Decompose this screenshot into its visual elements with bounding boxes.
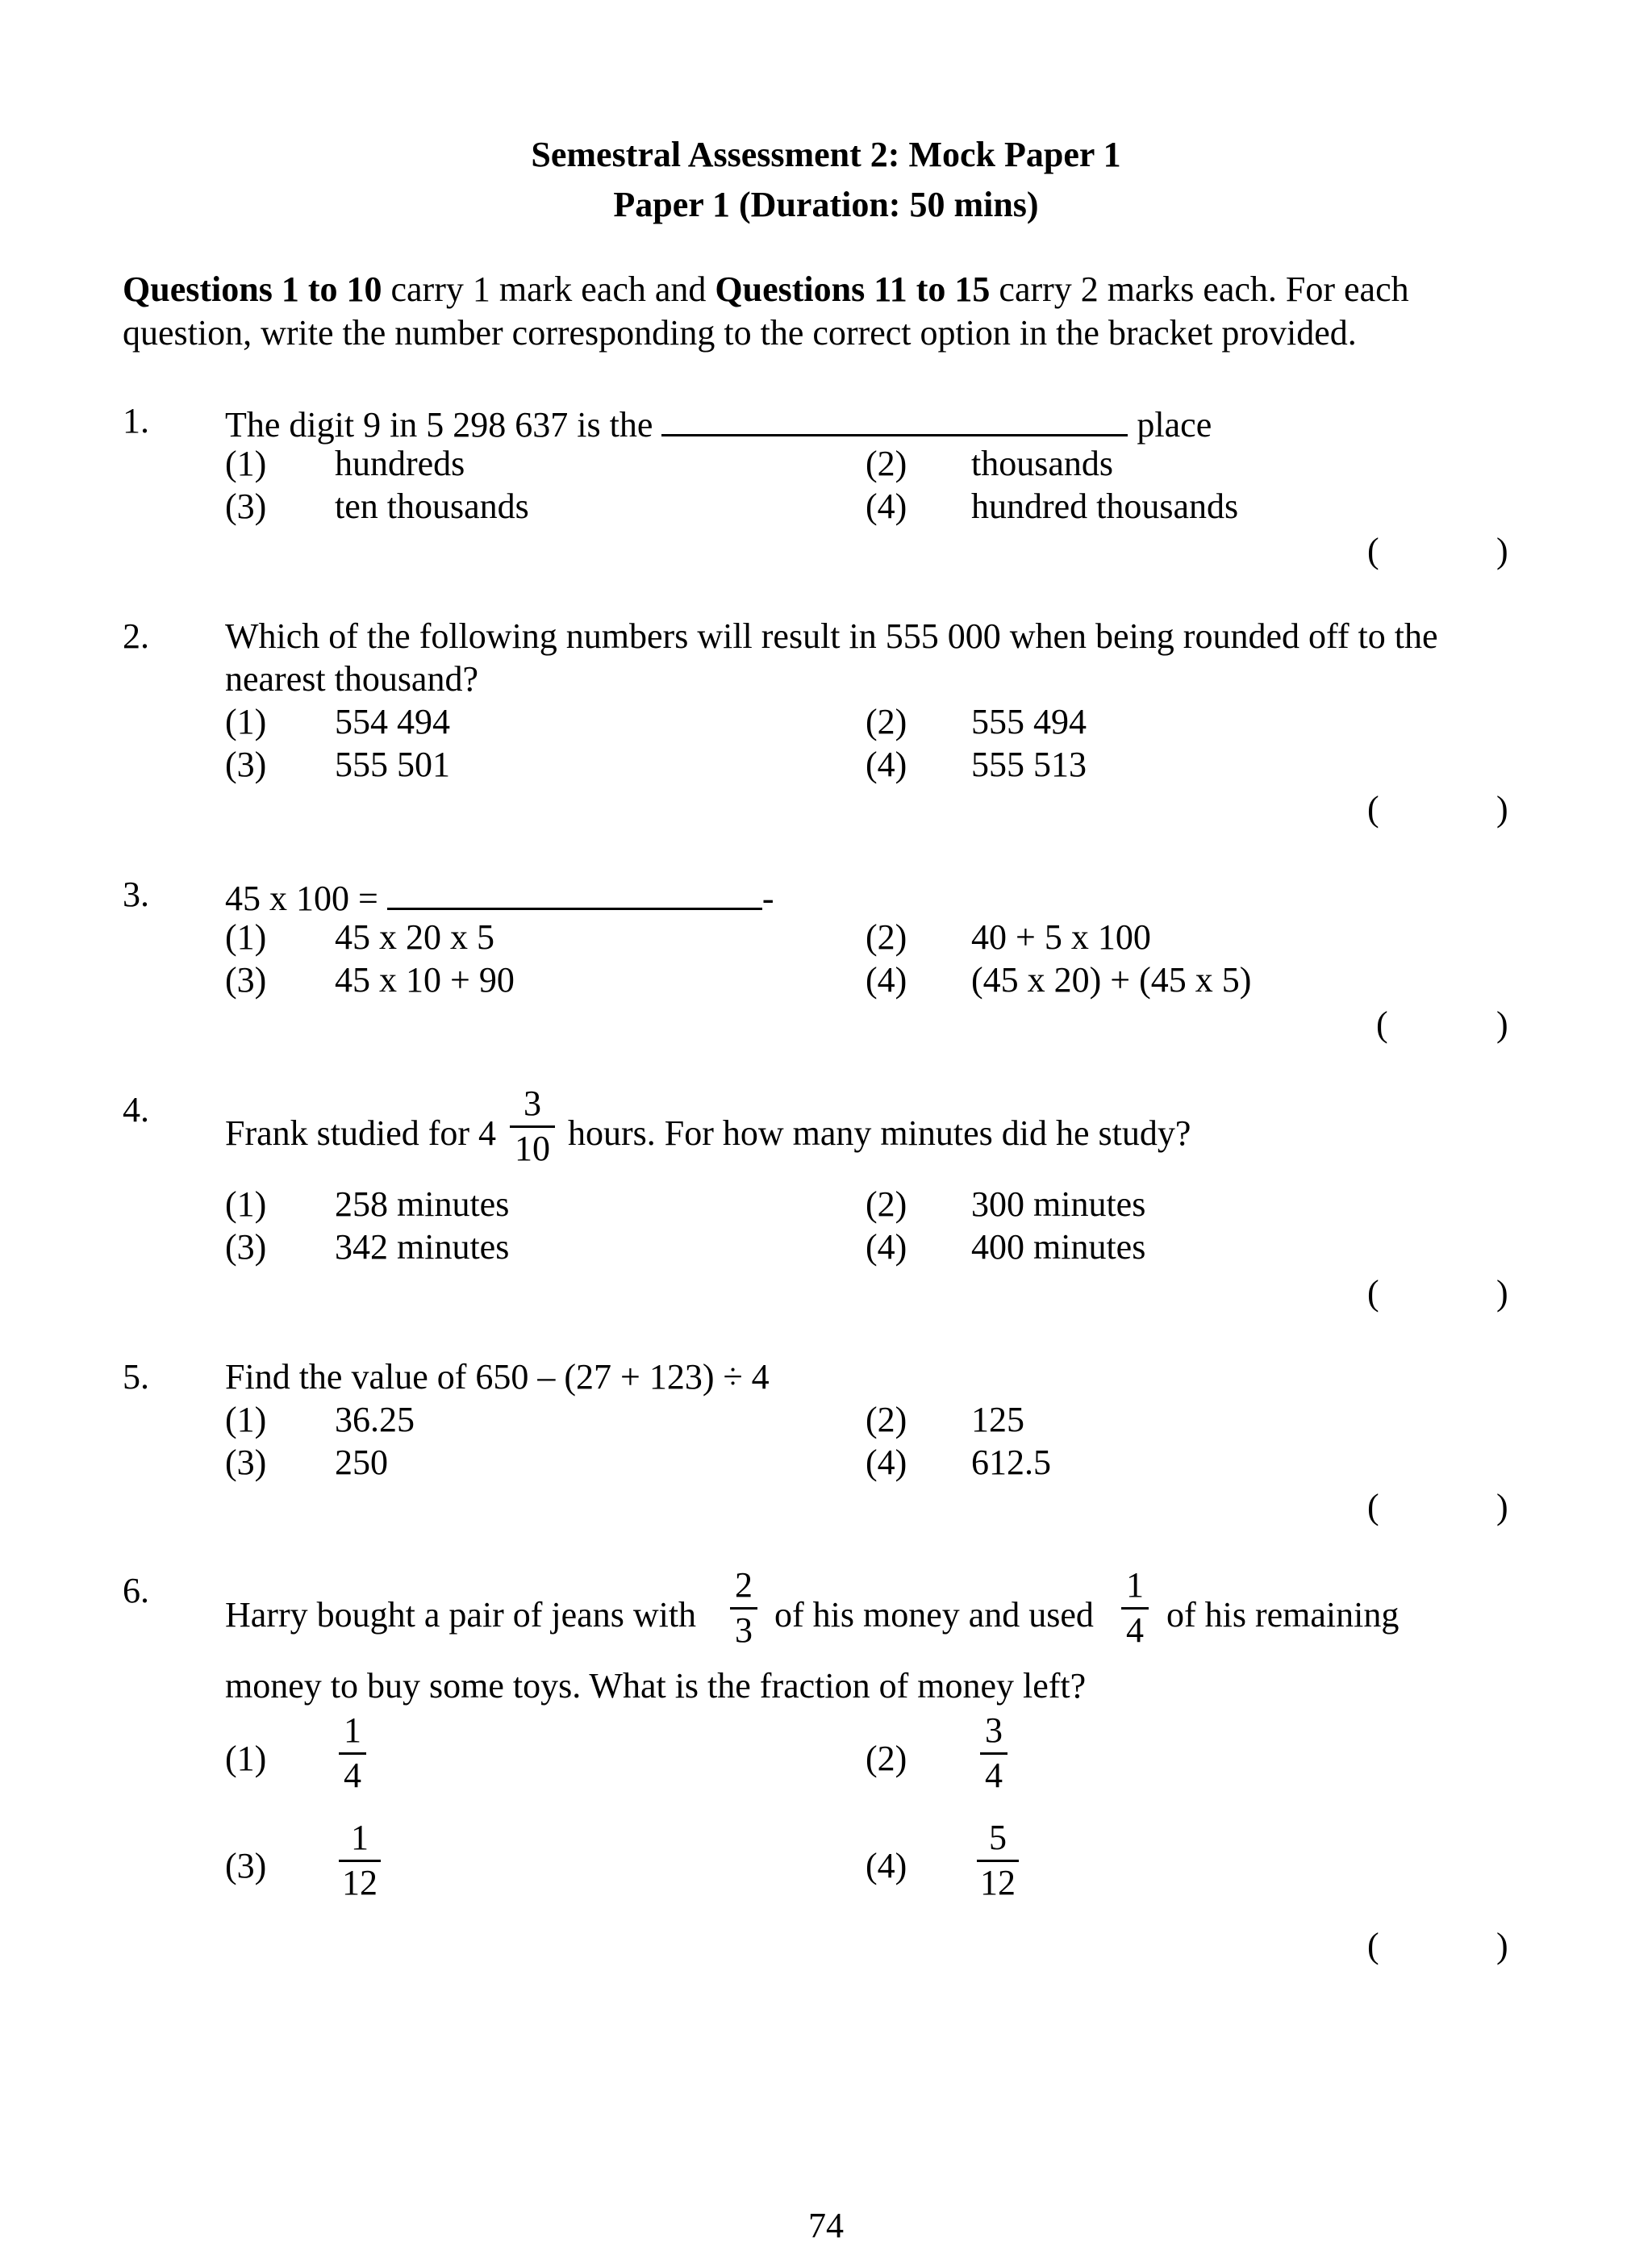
- question-stem: [225, 877, 774, 917]
- option-text: ten thousands: [335, 486, 529, 526]
- answer-bracket-open: (: [1367, 531, 1379, 570]
- answer-bracket-close: ): [1496, 1004, 1508, 1044]
- answer-bracket-open: (: [1376, 1004, 1388, 1044]
- fraction-denominator: 4: [1126, 1610, 1144, 1650]
- fraction-denominator: 12: [342, 1863, 378, 1902]
- instructions-line1: [123, 269, 1409, 309]
- option-text: 250: [335, 1443, 388, 1482]
- answer-bracket-close: ): [1496, 789, 1508, 829]
- question-number: 6.: [123, 1571, 149, 1610]
- option-fraction: [339, 1710, 366, 1795]
- option-text: 554 494: [335, 702, 450, 741]
- option-label: (1): [225, 444, 267, 483]
- option-text: 612.5: [971, 1443, 1051, 1482]
- option-text: 45 x 20 x 5: [335, 917, 494, 957]
- question-number: 1.: [123, 401, 149, 441]
- option-label: (1): [225, 1184, 267, 1224]
- answer-bracket-close: ): [1496, 1926, 1508, 1965]
- answer-bracket-close: ): [1496, 1487, 1508, 1526]
- option-text: hundreds: [335, 444, 465, 483]
- fraction-denominator: 4: [985, 1756, 1003, 1795]
- option-text: thousands: [971, 444, 1113, 483]
- question-stem: Find the value of 650 – (27 + 123) ÷ 4: [225, 1357, 770, 1397]
- option-fraction: [980, 1710, 1007, 1795]
- fraction-numerator: 2: [735, 1565, 753, 1605]
- mixed-number-fraction: [510, 1086, 555, 1167]
- option-label: (3): [225, 1443, 267, 1482]
- fraction-numerator: 1: [1126, 1565, 1144, 1605]
- option-text: 45 x 10 + 90: [335, 960, 515, 1000]
- stem-text: -: [761, 879, 774, 918]
- answer-bracket-open: (: [1367, 789, 1379, 829]
- option-label: (4): [866, 960, 907, 1000]
- option-label: (3): [225, 1846, 267, 1885]
- question-number: 4.: [123, 1090, 149, 1130]
- question-stem-after: hours. For how many minutes did he study?: [568, 1113, 1191, 1153]
- option-text: (45 x 20) + (45 x 5): [971, 960, 1252, 1000]
- option-fraction: [977, 1820, 1019, 1901]
- answer-blank: [387, 877, 762, 910]
- question-number: 5.: [123, 1357, 149, 1397]
- fraction-numerator: 3: [985, 1710, 1003, 1750]
- question-stem: [225, 403, 1212, 443]
- answer-bracket-open: (: [1367, 1926, 1379, 1965]
- option-fraction: [339, 1820, 381, 1901]
- answer-bracket-open: (: [1367, 1273, 1379, 1313]
- option-text: 40 + 5 x 100: [971, 917, 1151, 957]
- question-stem-part2: of his money and used: [774, 1595, 1094, 1635]
- question-number: 3.: [123, 875, 149, 914]
- fraction-denominator: 4: [344, 1756, 361, 1795]
- option-text: 258 minutes: [335, 1184, 510, 1224]
- option-text: 555 513: [971, 745, 1087, 784]
- stem-text: place: [1137, 405, 1212, 445]
- option-label: (3): [225, 1227, 267, 1267]
- option-text: 125: [971, 1400, 1024, 1439]
- option-label: (4): [866, 1846, 907, 1885]
- page-subtitle: Paper 1 (Duration: 50 mins): [613, 185, 1039, 224]
- question-stem-line2: nearest thousand?: [225, 659, 478, 699]
- option-text: 400 minutes: [971, 1227, 1146, 1267]
- option-text: 555 494: [971, 702, 1087, 741]
- instructions-bold-1: Questions 1 to 10: [123, 269, 382, 309]
- question-stem-part1: Harry bought a pair of jeans with: [225, 1595, 697, 1635]
- option-label: (2): [866, 1184, 907, 1224]
- question-number: 2.: [123, 616, 149, 656]
- answer-blank: [661, 403, 1128, 436]
- option-label: (4): [866, 745, 907, 784]
- instructions-text-1: carry 1 mark each and: [382, 269, 715, 309]
- fraction-numerator: 3: [524, 1084, 541, 1123]
- fraction-numerator: 1: [344, 1710, 361, 1750]
- instructions-line2: question, write the number corresponding to the correct option in the bracket provided.: [123, 313, 1357, 353]
- option-text: 555 501: [335, 745, 450, 784]
- option-label: (3): [225, 486, 267, 526]
- option-label: (1): [225, 1400, 267, 1439]
- option-text: 342 minutes: [335, 1227, 510, 1267]
- page-number: 74: [808, 2206, 844, 2245]
- question-stem-part3: of his remaining: [1166, 1595, 1400, 1635]
- answer-bracket-close: ): [1496, 531, 1508, 570]
- option-text: hundred thousands: [971, 486, 1239, 526]
- instructions-bold-2: Questions 11 to 15: [715, 269, 991, 309]
- answer-bracket-close: ): [1496, 1273, 1508, 1313]
- option-label: (1): [225, 917, 267, 957]
- option-label: (4): [866, 486, 907, 526]
- fraction-denominator: 3: [735, 1610, 753, 1650]
- fraction-jeans: [730, 1565, 757, 1650]
- instructions-text-2: carry 2 marks each. For each: [990, 269, 1409, 309]
- option-label: (4): [866, 1443, 907, 1482]
- option-text: 300 minutes: [971, 1184, 1146, 1224]
- stem-text: 45 x 100 =: [225, 879, 378, 918]
- option-label: (3): [225, 745, 267, 784]
- question-stem-before: Frank studied for 4: [225, 1113, 497, 1153]
- option-label: (2): [866, 917, 907, 957]
- fraction-denominator: 10: [515, 1129, 550, 1168]
- option-label: (2): [866, 444, 907, 483]
- question-stem-line2: money to buy some toys. What is the fraction of money left?: [225, 1666, 1087, 1706]
- option-label: (2): [866, 1400, 907, 1439]
- option-label: (2): [866, 702, 907, 741]
- option-text: 36.25: [335, 1400, 415, 1439]
- fraction-numerator: 1: [351, 1818, 369, 1857]
- question-stem: Which of the following numbers will result in 555 000 when being rounded off to the: [225, 616, 1438, 656]
- option-label: (2): [866, 1739, 907, 1778]
- stem-text: The digit 9 in 5 298 637 is the: [225, 405, 653, 445]
- option-label: (3): [225, 960, 267, 1000]
- fraction-numerator: 5: [989, 1818, 1007, 1857]
- option-label: (1): [225, 1739, 267, 1778]
- fraction-toys: [1121, 1565, 1149, 1650]
- answer-bracket-open: (: [1367, 1487, 1379, 1526]
- option-label: (4): [866, 1227, 907, 1267]
- page-title: Semestral Assessment 2: Mock Paper 1: [531, 135, 1121, 174]
- fraction-denominator: 12: [980, 1863, 1016, 1902]
- option-label: (1): [225, 702, 267, 741]
